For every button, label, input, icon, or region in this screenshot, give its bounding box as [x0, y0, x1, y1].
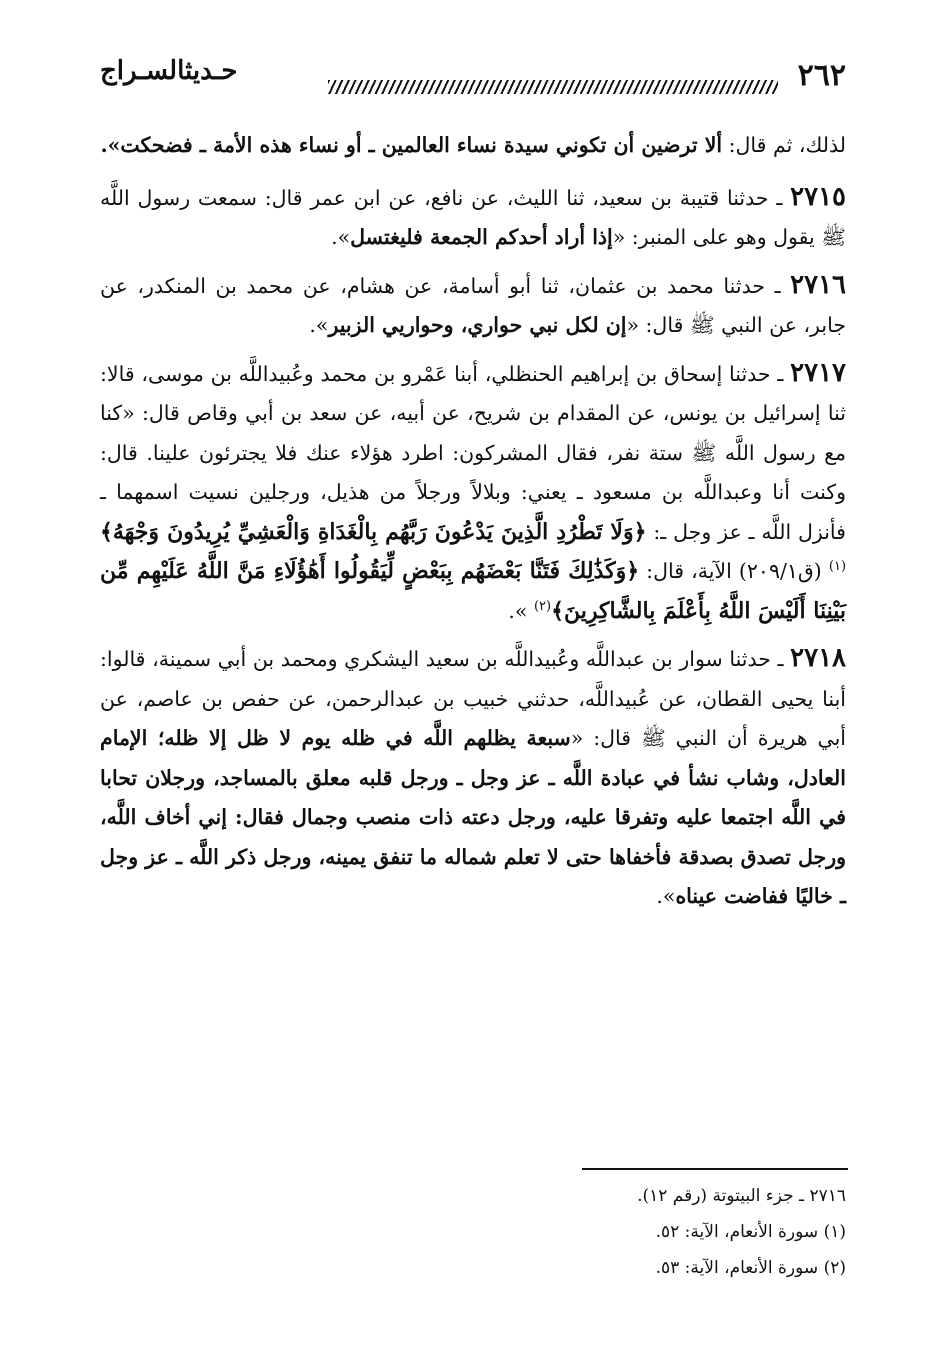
- footnote: (١) سورة الأنعام، الآية: ٥٢.: [655, 1222, 846, 1242]
- isnad: ـ حدثنا سوار بن عبداللَّه وعُبيداللَّه بن سعيد اليشكري ومحمد بن أبي سمينة، قالوا: أبنا يحيى القطان، عن عُبيداللَّه، حدثني خبيب بن عبدالرحمن، عن حفص بن عاصم، عن أبي هريرة أن النبي ﷺ قال: «: [100, 647, 846, 750]
- footnote: ٢٧١٦ ـ جزء البيتوتة (رقم ١٢).: [637, 1186, 846, 1206]
- hadith-number: ٢٧١٦: [790, 269, 846, 300]
- paragraph-continuation: [100, 126, 846, 166]
- hadith-matn: ألا ترضين أن تكوني سيدة نساء العالمين ـ أو نساء هذه الأمة ـ فضحكت».: [100, 133, 723, 157]
- page-header: [100, 52, 846, 102]
- running-title: حـديثالسـراج: [100, 56, 238, 86]
- hadith-2717: [100, 354, 846, 632]
- footnote-separator: [582, 1168, 848, 1170]
- text-run: لذلك، ثم قال:: [722, 133, 846, 157]
- hadith-number: ٢٧١٧: [790, 357, 846, 388]
- text-run: ».: [309, 313, 329, 337]
- isnad: ـ حدثنا محمد بن عثمان، ثنا أبو أسامة، عن هشام، عن محمد بن المنكدر، عن جابر، عن النبي ﷺ قال: «: [100, 273, 846, 337]
- footnote: (٢) سورة الأنعام، الآية: ٥٣.: [655, 1258, 846, 1278]
- header-decorative-rule: [328, 80, 778, 94]
- hadith-matn: إن لكل نبي حواري، وحواريي الزبير: [328, 313, 627, 337]
- hadith-number: ٢٧١٥: [790, 181, 846, 212]
- footnotes: [100, 1178, 846, 1286]
- hadith-2716: [100, 266, 846, 346]
- hadith-number: ٢٧١٨: [790, 643, 846, 673]
- page-number: ٢٦٢: [797, 58, 846, 93]
- isnad: ـ حدثنا قتيبة بن سعيد، ثنا الليث، عن نافع، عن ابن عمر قال: سمعت رسول اللَّه ﷺ يقول وهو على المنبر: «: [100, 185, 846, 249]
- text-run: ».: [656, 884, 676, 908]
- hadith-2718: [100, 639, 846, 917]
- hadith-matn: سبعة يظلهم اللَّه في ظله يوم لا ظل إلا ظله؛ الإمام العادل، وشاب نشأ في عبادة اللَّه ـ عز وجل ـ ورجل قلبه معلق بالمساجد، ورجلان تحابا في اللَّه اجتمعا عليه وتفرقا عليه، ورجل دعته ذات منصب وجمال فقال: إني أخاف اللَّه، ورجل تصدق بصدقة فأخفاها حتى لا تعلم شماله ما تنفق يمينه، ورجل ذكر اللَّه ـ عز وجل ـ خاليًا ففاضت عيناه: [100, 726, 846, 908]
- text-run: ».: [508, 598, 534, 623]
- quran-verse: ﴿وَلَا تَطْرُدِ الَّذِينَ يَدْعُونَ رَبَّهُم بِالْغَدَاةِ وَالْعَشِيِّ يُرِيدُونَ وَجْهَهُ﴾: [100, 518, 647, 545]
- quran-verse: ﴿وَكَذَٰلِكَ فَتَنَّا بَعْضَهُم بِبَعْضٍ لِّيَقُولُوا أَهَٰؤُلَاءِ مَنَّ اللَّهُ عَلَيْهِم مِّن بَيْنِنَا أَلَيْسَ اللَّهُ بِأَعْلَمَ بِالشَّاكِرِينَ﴾: [100, 558, 846, 624]
- footnote-marker: (٢): [533, 598, 552, 614]
- footnote-marker: (١): [828, 559, 847, 575]
- hadith-2715: [100, 178, 846, 258]
- hadith-matn: إذا أراد أحدكم الجمعة فليغتسل: [350, 225, 613, 249]
- main-text: [100, 126, 846, 925]
- isnad: ـ حدثنا إسحاق بن إبراهيم الحنظلي، أبنا عَمْرو بن محمد وعُبيداللَّه بن موسى، قالا: ثنا إسرائيل بن يونس، عن المقدام بن شريح، عن أبيه، عن سعد بن أبي وقاص قال: «كنا مع رسول اللَّه ﷺ ستة نفر، فقال المشركون: اطرد هؤلاء عنك فلا يجترئون علينا. قال: وكنت أنا وعبداللَّه بن مسعود ـ يعني: وبلالاً ورجلاً من هذيل، ورجلين نسيت اسمهما ـ فأنزل اللَّه ـ عز وجل ـ:: [100, 361, 846, 544]
- text-run: ».: [331, 225, 351, 249]
- text-run: (ق٢٠٩/١) الآية، قال:: [639, 559, 829, 583]
